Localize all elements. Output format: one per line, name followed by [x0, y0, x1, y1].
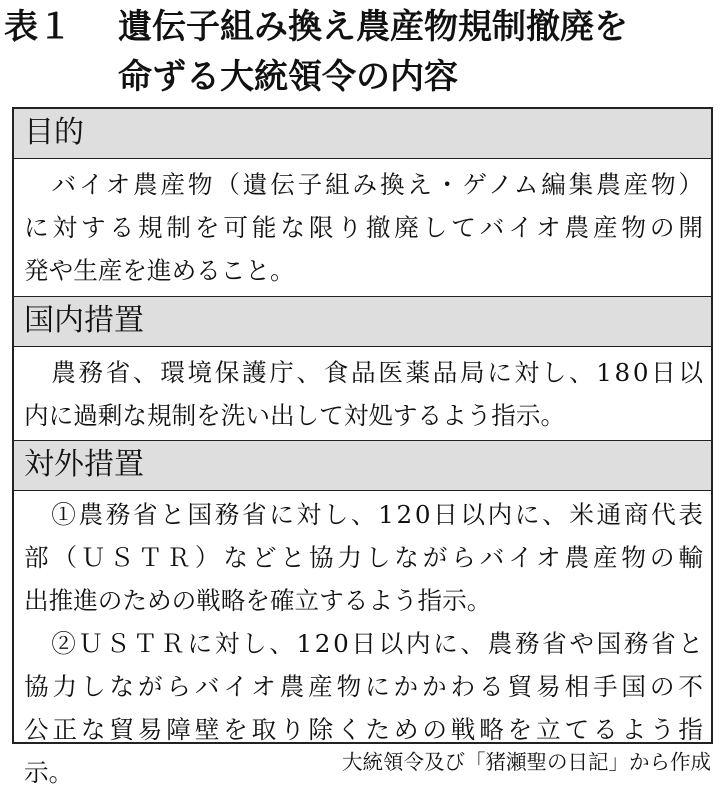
source-credit: 大統領令及び「猪瀬聖の日記」から作成	[342, 750, 711, 774]
purpose-line-1: バイオ農産物（遺伝子組み換え・ゲノム編集農産物）	[24, 170, 706, 199]
section-heading-purpose: 目的	[14, 109, 711, 159]
table-title	[4, 2, 716, 102]
domestic-line-1: 農務省、環境保護庁、食品医薬品局に対し、180日以	[24, 358, 706, 387]
external-line-4: ②ＵＳＴＲに対し、120日以内に、農務省や国務省と	[24, 629, 706, 658]
purpose-line-3: 発や生産を進めること。	[24, 256, 295, 285]
external-line-2: 部（ＵＳＴＲ）などと協力しながらバイオ農産物の輸	[24, 543, 707, 572]
title-line-1: 遺伝子組み換え農産物規制撤廃を	[118, 7, 628, 47]
section-body-purpose	[14, 159, 711, 297]
external-line-7: 示。	[24, 758, 74, 787]
external-line-6: 公正な貿易障壁を取り除くための戦略を立てるよう指	[24, 715, 707, 744]
section-body-domestic	[14, 347, 711, 441]
external-line-5: 協力しながらバイオ農産物にかかわる貿易相手国の不	[24, 672, 707, 701]
title-line-2: 命ずる大統領令の内容	[118, 57, 458, 97]
table-number: 表１	[4, 7, 72, 47]
section-heading-domestic: 国内措置	[14, 297, 711, 347]
section-heading-external: 対外措置	[14, 441, 711, 491]
purpose-line-2: に対する規制を可能な限り撤廃してバイオ農産物の開	[24, 213, 707, 242]
domestic-line-2: 内に過剰な規制を洗い出して対処するよう指示。	[24, 401, 566, 430]
external-line-3: 出推進のための戦略を確立するよう指示。	[24, 586, 492, 615]
external-line-1: ①農務省と国務省に対し、120日以内に、米通商代表	[24, 500, 706, 529]
